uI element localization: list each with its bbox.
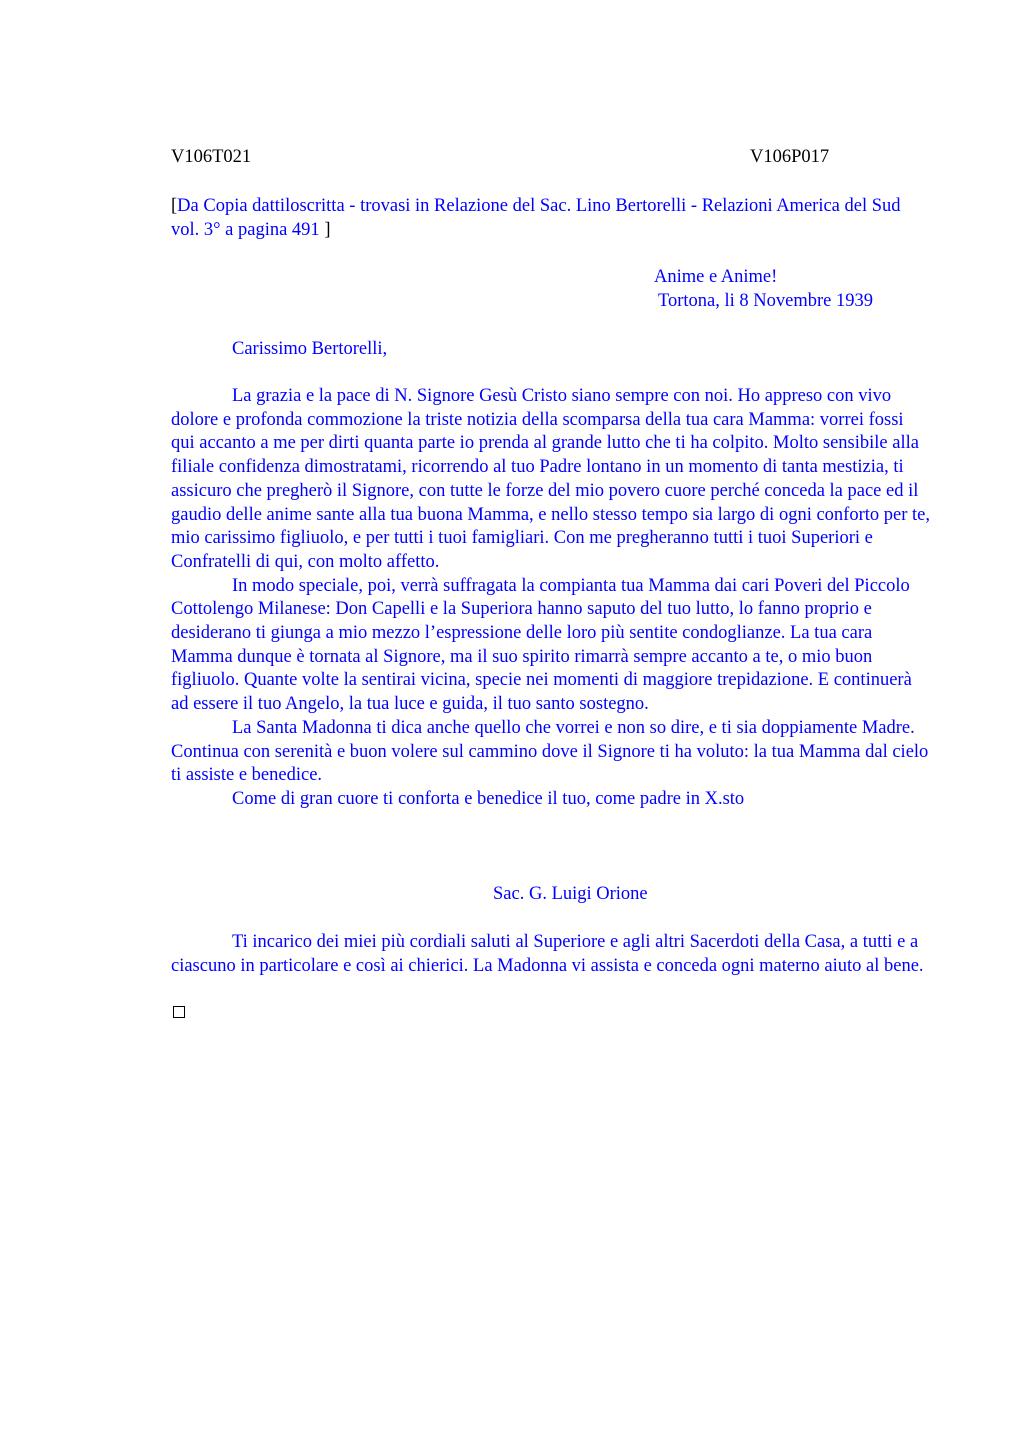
source-note-close-bracket: ]	[324, 219, 331, 240]
end-of-document-box	[173, 1006, 185, 1018]
document-code-left: V106T021	[171, 147, 252, 167]
source-note-open-bracket: [	[171, 196, 178, 216]
source-note-text: Da Copia dattiloscritta - trovasi in Relazione del Sac. Lino Bertorelli - Relazioni America del Sud vol. 3° a pagina 491	[171, 196, 901, 240]
postscript-text: Ti incarico dei miei più cordiali saluti al Superiore e agli altri Sacerdoti della Casa, a tutti e a ciascuno in particolare e così ai chierici. La Madonna vi assista e conceda ogni materno aiuto al bene.	[171, 932, 924, 976]
letter-paragraph: La Santa Madonna ti dica anche quello che vorrei e non so dire, e ti sia doppiamente Madre. Continua con serenità e buon volere sul cammino dove il Signore ti ha voluto: la tua Mamma dal cielo ti assiste e benedice.	[171, 717, 929, 786]
source-note	[171, 195, 931, 242]
letter-paragraph: In modo speciale, poi, verrà suffragata la compianta tua Mamma dai cari Poveri del Piccolo Cottolengo Milanese: Don Capelli e la Superiora hanno saputo del tuo lutto, lo fanno proprio e desiderano ti giunga a mio mezzo l’espressione delle loro più sentite condoglianze. La tua cara Mamma dunque è tornata al Signore, ma il suo spirito rimarrà sempre accanto a te, o mio buon figliuolo. Quante volte la sentirai vicina, specie nei momenti di maggiore trepidazione. E continuerà ad essere il tuo Angelo, la tua luce e guida, il tuo santo sostegno.	[171, 575, 912, 715]
letter-postscript	[171, 931, 931, 978]
document-code-right: V106P017	[750, 147, 830, 167]
letter-motto: Anime e Anime!	[654, 267, 778, 287]
letter-signature: Sac. G. Luigi Orione	[493, 884, 648, 904]
letter-paragraph: La grazia e la pace di N. Signore Gesù Cristo siano sempre con noi. Ho appreso con vivo dolore e profonda commozione la triste notizia della scomparsa della tua cara Mamma: vorrei fossi qui accanto a me per dirti quanta parte io prenda al grande lutto che ti ha colpito. Molto sensibile alla filiale confidenza dimostratami, ricorrendo al tuo Padre lontano in un momento di tanta mestizia, ti assicuro che pregherò il Signore, con tutte le forze del mio povero cuore perché conceda la pace ed il gaudio delle anime sante alla tua buona Mamma, e nello stesso tempo sia largo di ogni conforto per te, mio carissimo figliuolo, e per tutti i tuoi famigliari. Con me pregheranno tutti i tuoi Superiori e Confratelli di qui, con molto affetto.	[171, 386, 930, 572]
letter-place-date: Tortona, li 8 Novembre 1939	[658, 291, 874, 311]
letter-body	[171, 385, 931, 812]
letter-greeting: Carissimo Bertorelli,	[232, 339, 388, 359]
letter-paragraph: Come di gran cuore ti conforta e benedice il tuo, come padre in X.sto	[232, 788, 745, 809]
